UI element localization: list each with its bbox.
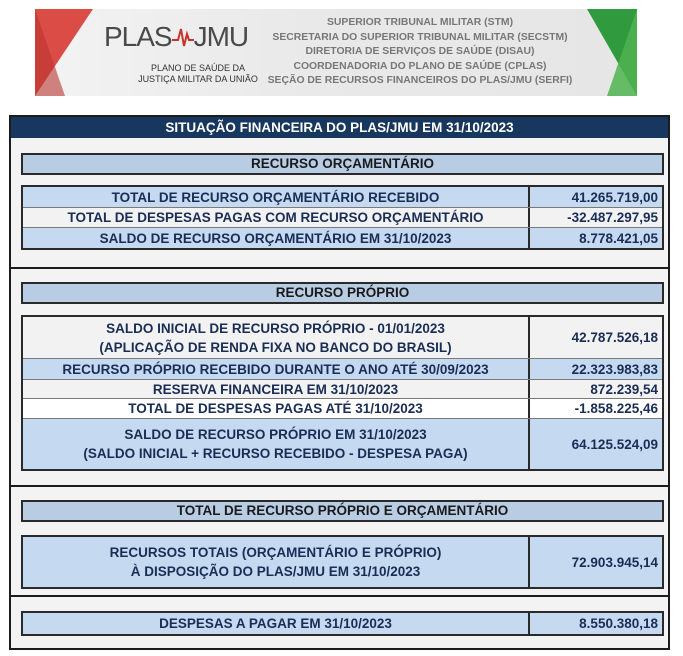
row-value: -1.858.225,46 bbox=[574, 401, 658, 416]
despesas-block bbox=[21, 611, 664, 636]
logo-text-right: JMU bbox=[193, 21, 249, 52]
row-label: SALDO DE RECURSO ORÇAMENTÁRIO EM 31/10/2023 bbox=[23, 228, 530, 248]
section-heading-orcamentario: RECURSO ORÇAMENTÁRIO bbox=[21, 153, 664, 175]
red-corner-shade bbox=[35, 9, 65, 96]
table-row bbox=[23, 399, 662, 419]
organization-lines bbox=[250, 16, 590, 89]
table-title: SITUAÇÃO FINANCEIRA DO PLAS/JMU EM 31/10/2023 bbox=[11, 117, 668, 138]
section-separator bbox=[11, 267, 668, 269]
row-label: DESPESAS A PAGAR EM 31/10/2023 bbox=[23, 613, 530, 634]
row-label: TOTAL DE DESPESAS PAGAS ATÉ 31/10/2023 bbox=[23, 399, 530, 418]
row-label-line-2: (SALDO INICIAL + RECURSO RECEBIDO - DESPESA PAGA) bbox=[83, 446, 468, 461]
heartbeat-icon bbox=[172, 25, 194, 49]
row-label-line-2: À DISPOSIÇÃO DO PLAS/JMU EM 31/10/2023 bbox=[130, 564, 421, 579]
section-separator bbox=[11, 595, 668, 597]
row-value: 22.323.983,83 bbox=[571, 361, 658, 377]
section-heading-total: TOTAL DE RECURSO PRÓPRIO E ORÇAMENTÁRIO bbox=[21, 500, 664, 522]
row-value: 64.125.524,09 bbox=[571, 436, 658, 452]
table-row bbox=[23, 537, 662, 587]
header-banner bbox=[35, 9, 637, 96]
org-line-cplas: COORDENADORIA DO PLANO DE SAÚDE (CPLAS) bbox=[293, 60, 547, 72]
logo-subtitle-line-2: JUSTIÇA MILITAR DA UNIÃO bbox=[138, 74, 258, 84]
green-corner-shade bbox=[607, 9, 637, 96]
org-line-secstm: SECRETARIA DO SUPERIOR TRIBUNAL MILITAR (SECSTM) bbox=[272, 31, 568, 43]
org-line-serfi: SEÇÃO DE RECURSOS FINANCEIROS DO PLAS/JMU (SERFI) bbox=[267, 75, 573, 87]
table-row bbox=[23, 419, 662, 469]
orcamentario-block bbox=[21, 185, 664, 250]
table-row bbox=[23, 228, 662, 248]
section-heading-proprio: RECURSO PRÓPRIO bbox=[21, 282, 664, 304]
logo-wordmark bbox=[104, 21, 248, 53]
row-label bbox=[23, 537, 530, 587]
org-line-stm: SUPERIOR TRIBUNAL MILITAR (STM) bbox=[326, 17, 514, 28]
row-value: 8.778.421,05 bbox=[579, 230, 658, 246]
financial-situation-table bbox=[9, 115, 670, 650]
row-label: TOTAL DE RECURSO ORÇAMENTÁRIO RECEBIDO bbox=[23, 187, 530, 207]
row-label: RESERVA FINANCEIRA EM 31/10/2023 bbox=[23, 380, 530, 398]
row-label-line-1: SALDO INICIAL DE RECURSO PRÓPRIO - 01/01/2023 bbox=[106, 320, 445, 336]
total-block bbox=[21, 535, 664, 589]
row-value: 8.550.380,18 bbox=[579, 616, 658, 631]
table-row bbox=[23, 359, 662, 380]
table-row bbox=[23, 187, 662, 208]
row-label bbox=[23, 419, 530, 469]
logo-subtitle-line-1: PLANO DE SAÚDE DA bbox=[150, 63, 246, 73]
row-value: 72.903.945,14 bbox=[571, 554, 658, 570]
row-label: RECURSO PRÓPRIO RECEBIDO DURANTE O ANO ATÉ 30/09/2023 bbox=[23, 359, 530, 379]
row-value: -32.487.297,95 bbox=[567, 210, 658, 225]
table-row bbox=[23, 380, 662, 399]
plas-jmu-logo bbox=[97, 17, 267, 92]
row-label bbox=[23, 317, 530, 358]
row-label-line-1: RECURSOS TOTAIS (ORÇAMENTÁRIO E PRÓPRIO) bbox=[109, 545, 442, 560]
row-value: 41.265.719,00 bbox=[571, 189, 658, 205]
logo-text-left: PLAS bbox=[104, 21, 172, 52]
row-value: 872.239,54 bbox=[590, 381, 658, 397]
table-row bbox=[23, 613, 662, 634]
org-line-disau: DIRETORIA DE SERVIÇOS DE SAÚDE (DISAU) bbox=[305, 46, 535, 58]
row-value: 42.787.526,18 bbox=[571, 330, 658, 345]
row-label-line-1: SALDO DE RECURSO PRÓPRIO EM 31/10/2023 bbox=[124, 427, 427, 442]
proprio-block bbox=[21, 315, 664, 471]
table-row bbox=[23, 317, 662, 359]
row-label-line-2: (APLICAÇÃO DE RENDA FIXA NO BANCO DO BRASIL) bbox=[99, 339, 452, 355]
section-separator bbox=[11, 485, 668, 487]
table-row bbox=[23, 208, 662, 228]
row-label: TOTAL DE DESPESAS PAGAS COM RECURSO ORÇAMENTÁRIO bbox=[23, 208, 530, 227]
